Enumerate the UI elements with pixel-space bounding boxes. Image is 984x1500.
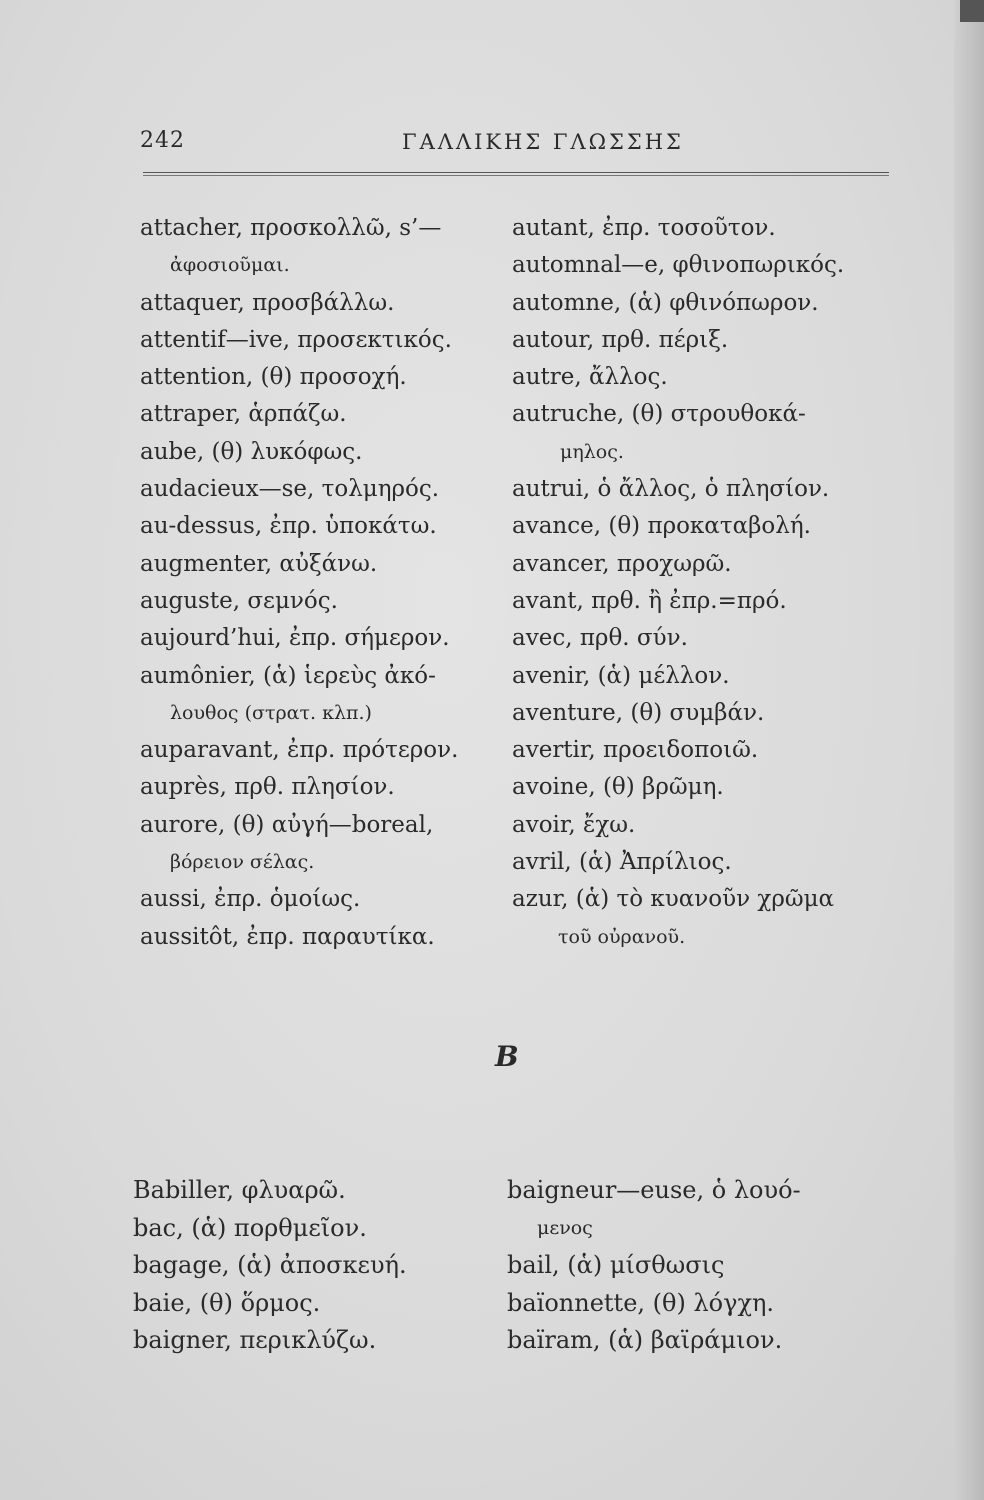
dictionary-entry: azur, (ἁ) τὸ κυανοῦν χρῶμα [512,886,835,913]
dictionary-entry: audacieux—se, τολμηρός. [140,476,440,503]
dictionary-entry: automnal—e, φθινοπωρικός. [512,252,845,279]
page-header [140,128,890,168]
dictionary-entry: baïonnette, (θ) λόγχη. [507,1288,775,1317]
page-edge-shadow [954,0,984,1500]
dictionary-entry: aventure, (θ) συμβάν. [512,699,765,726]
dictionary-entry: avant, πρθ. ἢ ἐπρ.=πρό. [512,587,787,614]
dictionary-entry: avoir, ἔχω. [512,811,636,838]
dictionary-entry: aujourd’hui, ἐπρ. σήμερον. [140,625,450,652]
dictionary-entry: avancer, προχωρῶ. [512,550,732,577]
dictionary-entry: baigneur—euse, ὁ λουό- [507,1176,801,1204]
dictionary-entry: aussi, ἐπρ. ὁμοίως. [140,886,361,913]
corner-mark [960,0,984,22]
dictionary-entry: autre, ἄλλος. [512,364,668,391]
dictionary-entry: aurore, (θ) αὐγή—boreal, [140,811,434,838]
dictionary-entry: autruche, (θ) στρουθοκά- [512,401,806,428]
dictionary-entry: bail, (ἁ) μίσθωσις [507,1251,725,1279]
dictionary-entry: bagage, (ἁ) ἀποσκευή. [133,1251,407,1279]
dictionary-entry: aube, (θ) λυκόφως. [140,438,363,465]
dictionary-entry: au-dessus, ἐπρ. ὑποκάτω. [140,513,437,540]
dictionary-entry-continuation: μηλος. [560,440,624,463]
dictionary-entry: baie, (θ) ὅρμος. [133,1288,321,1317]
header-rule-secondary [143,175,889,176]
dictionary-entry: auparavant, ἐπρ. πρότερον. [140,737,459,764]
dictionary-entry: avoine, (θ) βρῶμη. [512,774,724,801]
right-column-a [512,210,844,956]
dictionary-entry: auprès, πρθ. πλησίον. [140,774,395,801]
header-rule [143,172,889,173]
dictionary-entry: autour, πρθ. πέριξ. [512,326,729,353]
left-column-b [133,1172,407,1360]
dictionary-entry: baïram, (ἁ) βαϊράμιον. [507,1326,783,1354]
dictionary-entry-continuation: τοῦ οὐρανοῦ. [558,925,686,948]
dictionary-entry: avenir, (ἁ) μέλλον. [512,662,730,689]
dictionary-entry: attentif—ive, προσεκτικός. [140,326,452,353]
page-number: 242 [140,128,185,153]
dictionary-entry-continuation: λουθος (στρατ. κλπ.) [170,701,372,724]
left-column-a [140,210,458,956]
dictionary-entry: avec, πρθ. σύν. [512,625,688,652]
dictionary-entry-continuation: ἀφοσιοῦμαι. [170,254,290,277]
section-letter: B [495,1040,519,1073]
dictionary-entry: autant, ἐπρ. τοσοῦτον. [512,215,776,241]
dictionary-entry: attacher, προσκολλῶ, s’— [140,215,442,241]
dictionary-entry: auguste, σεμνός. [140,587,338,614]
dictionary-entry: attraper, ἁρπάζω. [140,401,347,428]
dictionary-entry: Babiller, φλυαρῶ. [133,1176,346,1204]
dictionary-entry-continuation: μενος [537,1216,593,1239]
dictionary-entry: baigner, περικλύζω. [133,1326,377,1354]
dictionary-entry: automne, (ἁ) φθινόπωρον. [512,289,819,316]
dictionary-entry: avance, (θ) προκαταβολή. [512,513,811,540]
running-title: ΓΑΛΛΙΚΗΣ ΓΛΩΣΣΗΣ [402,130,684,154]
dictionary-entry: avertir, προειδοποιῶ. [512,737,759,764]
dictionary-entry: bac, (ἁ) πορθμεῖον. [133,1213,367,1242]
dictionary-entry: avril, (ἁ) Ἀπρίλιος. [512,849,732,876]
dictionary-entry: augmenter, αὐξάνω. [140,550,378,577]
dictionary-entry: aussitôt, ἐπρ. παραυτίκα. [140,923,435,950]
dictionary-entry: attaquer, προσβάλλω. [140,289,395,316]
dictionary-entry: aumônier, (ἁ) ἱερεὺς ἀκό- [140,662,436,689]
dictionary-entry: autrui, ὁ ἄλλος, ὁ πλησίον. [512,476,830,503]
dictionary-entry-continuation: βόρειον σέλας. [170,851,315,874]
right-column-b [507,1172,801,1360]
dictionary-entry: attention, (θ) προσοχή. [140,364,407,391]
